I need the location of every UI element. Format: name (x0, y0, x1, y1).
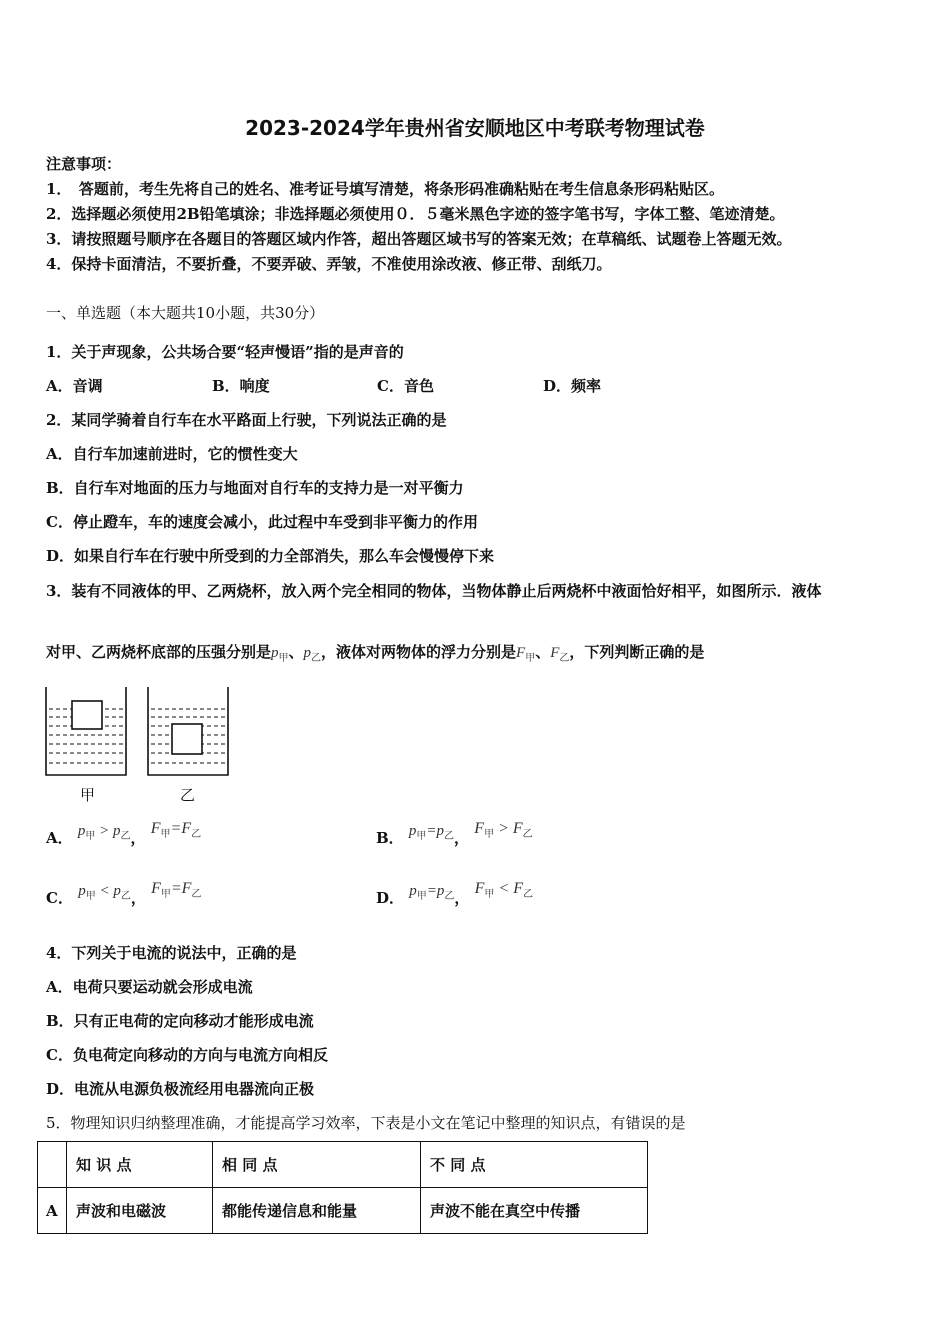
q3-stem-text-d: 、 (535, 643, 551, 661)
q3-stem-text-e: ，下列判断正确的是 (569, 643, 705, 661)
q4-stem: 4．下列关于电流的说法中，正确的是 (46, 944, 297, 962)
figure-label-jia: 甲 (80, 786, 96, 804)
notice-item-2: 2．选择题必须使用2B铅笔填涂；非选择题必须使用０．５毫米黑色字迹的签字笔书写，字体工整、笔迹清楚。 (46, 205, 785, 223)
q4-option-d[interactable]: D．电流从电源负极流经用电器流向正极 (46, 1080, 315, 1098)
q3-stem-line2 (46, 641, 704, 664)
q2-option-a[interactable]: A．自行车加速前进时，它的惯性变大 (46, 445, 298, 463)
q1-option-c[interactable]: C．音色 (377, 377, 434, 395)
q3-stem-text-c: ，液体对两物体的浮力分别是 (321, 643, 517, 661)
q4-option-b[interactable]: B．只有正电荷的定向移动才能形成电流 (46, 1012, 314, 1030)
beakers-figure (40, 685, 240, 780)
q1-option-d[interactable]: D．频率 (543, 377, 602, 395)
symbol-F-jia: $F_甲$ (516, 645, 536, 664)
table-header-cell: 知 识 点 (67, 1142, 213, 1188)
table-header-cell: 不 同 点 (421, 1142, 648, 1188)
q3-stem-text-b: 、 (288, 643, 304, 661)
q2-option-d[interactable]: D．如果自行车在行驶中所受到的力全部消失，那么车会慢慢停下来 (46, 547, 495, 565)
notice-item-1: 1． 答题前，考生先将自己的姓名、准考证号填写清楚，将条形码准确粘贴在考生信息条形码粘贴区。 (46, 180, 724, 198)
q4-option-a[interactable]: A．电荷只要运动就会形成电流 (46, 978, 253, 996)
block-jia (72, 701, 102, 729)
q3-option-a[interactable]: A． $p_甲 > p_乙$， $F_甲=F_乙$ (46, 820, 202, 847)
notice-item-3: 3．请按照题号顺序在各题目的答题区域内作答，超出答题区域书写的答案无效；在草稿纸、试题卷上答题无效。 (46, 230, 792, 248)
symbol-p-yi: $p_乙$ (303, 645, 322, 664)
q5-stem: 5．物理知识归纳整理准确，才能提高学习效率，下表是小文在笔记中整理的知识点，有错误的是 (46, 1114, 686, 1132)
q3-option-b[interactable]: B． $p_甲=p_乙$， $F_甲 > F_乙$ (376, 820, 533, 847)
notice-item-4: 4．保持卡面清洁，不要折叠，不要弄破、弄皱，不准使用涂改液、修正带、刮纸刀。 (46, 255, 612, 273)
q4-option-c[interactable]: C．负电荷定向移动的方向与电流方向相反 (46, 1046, 328, 1064)
q3-stem-line1: 3．装有不同液体的甲、乙两烧杯，放入两个完全相同的物体，当物体静止后两烧杯中液面恰好相平，如图所示．液体 (46, 582, 822, 600)
symbol-p-jia: $p_甲$ (271, 645, 289, 664)
q1-option-b[interactable]: B．响度 (212, 377, 270, 395)
table-header-row (38, 1142, 648, 1188)
table-cell: 声波不能在真空中传播 (421, 1188, 648, 1234)
q3-option-c[interactable]: C． $p_甲 < p_乙$， $F_甲=F_乙$ (46, 880, 202, 907)
q1-option-a[interactable]: A．音调 (46, 377, 103, 395)
q3-stem-text-a: 对甲、乙两烧杯底部的压强分别是 (46, 643, 272, 661)
table-cell: 声波和电磁波 (67, 1188, 213, 1234)
q1-stem: 1．关于声现象，公共场合要“轻声慢语”指的是声音的 (46, 343, 404, 361)
table-header-cell: 相 同 点 (213, 1142, 421, 1188)
q2-option-b[interactable]: B．自行车对地面的压力与地面对自行车的支持力是一对平衡力 (46, 479, 464, 497)
q2-stem: 2．某同学骑着自行车在水平路面上行驶，下列说法正确的是 (46, 411, 447, 429)
section-heading: 一、单选题（本大题共10小题，共30分） (46, 304, 325, 322)
table-cell: 都能传递信息和能量 (213, 1188, 421, 1234)
page-title: 2023-2024学年贵州省安顺地区中考联考物理试卷 (245, 116, 705, 140)
notice-heading: 注意事项： (46, 155, 122, 173)
block-yi (172, 724, 202, 754)
table-row (38, 1188, 648, 1234)
q2-option-c[interactable]: C．停止蹬车，车的速度会减小，此过程中车受到非平衡力的作用 (46, 513, 478, 531)
q3-option-d[interactable]: D． $p_甲=p_乙$， $F_甲 < F_乙$ (376, 880, 533, 907)
figure-label-yi: 乙 (180, 786, 196, 804)
table-cell: A (38, 1188, 67, 1234)
table-header-cell (38, 1142, 67, 1188)
knowledge-table (37, 1141, 648, 1234)
symbol-F-yi: $F_乙$ (550, 645, 570, 664)
